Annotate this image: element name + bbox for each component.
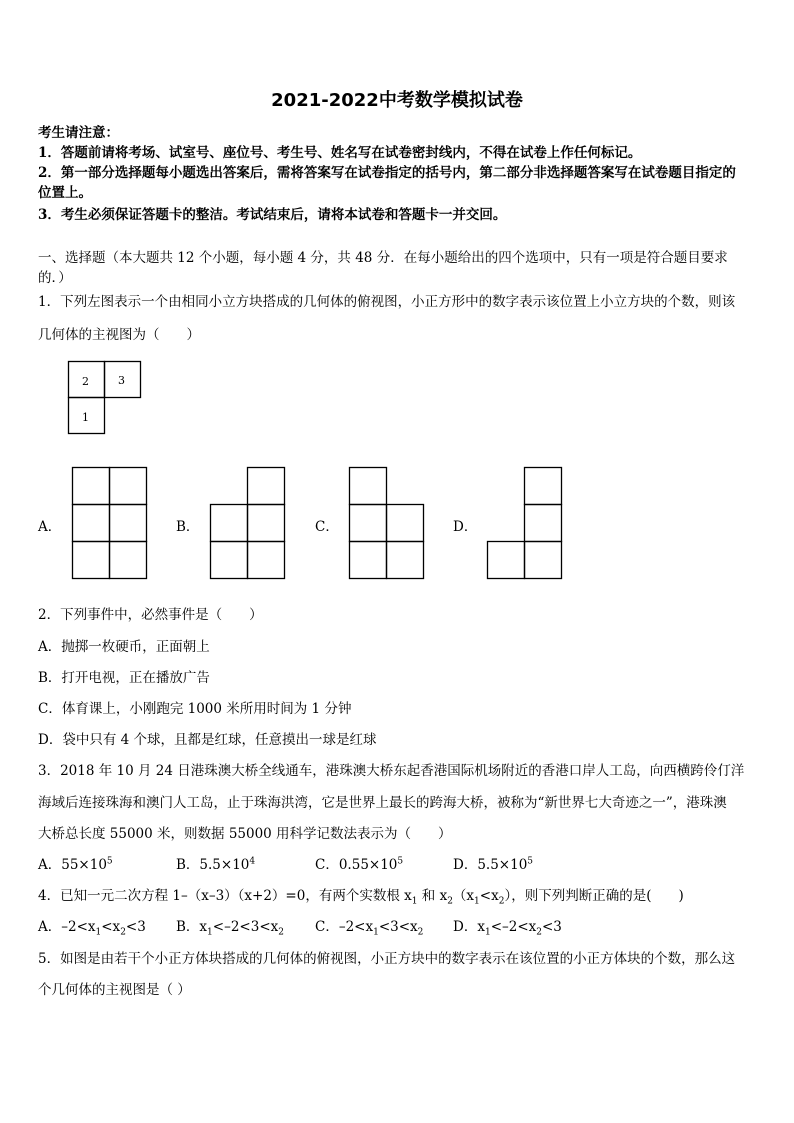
q2-option-a: A．抛掷一枚硬币，正面朝上 [38,639,210,655]
q3-option-d: D．$5.5\times 10^5$ [453,856,534,873]
q3-stem-line3: 大桥总长度 55000 米，则数据 55000 用科学记数法表示为（ ） [38,826,452,842]
page-title: 2021-2022中考数学模拟试卷 [271,90,523,111]
q4-stem: 4．已知一元二次方程 1–（x–3）（x+2）=0，有两个实数根 $x_1$ 和 $x_2(x_1<x_2)$，则下列判断正确的是( ) [38,888,684,907]
q1-option-c-label: C． [315,519,339,535]
top-view-number: 3 [118,374,125,387]
section-heading-line1: 一、选择题（本大题共 12 个小题，每小题 4 分，共 48 分．在每小题给出的四个选项中，只有一项是符合题目要求 [38,250,728,266]
q4-option-c: C．$-2<x_1<3<x_2$ [315,919,424,938]
q1-option-b-label: B． [176,519,200,535]
q2-option-b: B．打开电视，正在播放广告 [38,670,210,686]
q3-stem-line1: 3．2018 年 10 月 24 日港珠澳大桥全线通车，港珠澳大桥东起香港国际机场附近的香港口岸人工岛，向西横跨伶仃洋 [38,763,745,779]
q1-stem-line1: 1．下列左图表示一个由相同小立方块搭成的几何体的俯视图，小正方形中的数字表示该位置上小立方块的个数，则该 [38,294,736,310]
q5-stem-line1: 5．如图是由若干个小正方体块搭成的几何体的俯视图，小正方块中的数字表示在该位置的小正方体块的个数，那么这 [38,951,736,967]
q3-stem-line2: 海域后连接珠海和澳门人工岛，止于珠海洪湾，它是世界上最长的跨海大桥，被称为“新世界七大奇迹之一”，港珠澳 [38,795,727,811]
q1-option-c-figure [349,467,425,579]
q1-stem-line2: 几何体的主视图为（ ） [38,327,200,343]
notice-item-2: 2．第一部分选择题每小题选出答案后，需将答案写在试卷指定的括号内，第二部分非选择题答案写在试卷题目指定的 [38,165,736,181]
q4-option-b: B．$x_1<-2<3<x_2$ [176,919,284,938]
q2-stem: 2．下列事件中，必然事件是（ ） [38,607,263,623]
notice-item-1: 1．答题前请将考场、试室号、座位号、考生号、姓名写在试卷密封线内，不得在试卷上作任何标记。 [38,145,642,161]
q1-option-a-label: A． [38,519,62,535]
q1-option-b-figure [210,467,286,579]
q1-option-a-figure [72,467,148,579]
q5-stem-line2: 个几何体的主视图是（ ） [38,982,191,998]
q2-option-c: C．体育课上，小刚跑完 1000 米所用时间为 1 分钟 [38,701,352,717]
q3-option-a: A．$55\times 10^5$ [38,856,113,873]
top-view-number: 1 [82,411,89,424]
q1-option-d-figure [487,467,563,579]
q4-option-a: A．$-2<x_1<x_2<3$ [38,919,146,938]
top-view-number: 2 [82,375,89,388]
notice-item-2-cont: 位置上。 [38,185,92,201]
q1-option-d-label: D． [453,519,478,535]
q3-option-c: C．$0.55\times 10^5$ [315,856,404,873]
q4-option-d: D．$x_1<-2<x_2<3$ [453,919,562,938]
q1-top-view-figure [68,361,144,435]
q3-option-b: B．$5.5\times 10^4$ [176,856,256,873]
notice-item-3: 3．考生必须保证答题卡的整洁。考试结束后，请将本试卷和答题卡一并交回。 [38,207,507,223]
notice-heading: 考生请注意： [38,125,119,141]
q2-option-d: D．袋中只有 4 个球，且都是红球，任意摸出一球是红球 [38,732,377,748]
section-heading-line2: 的．） [38,270,72,286]
